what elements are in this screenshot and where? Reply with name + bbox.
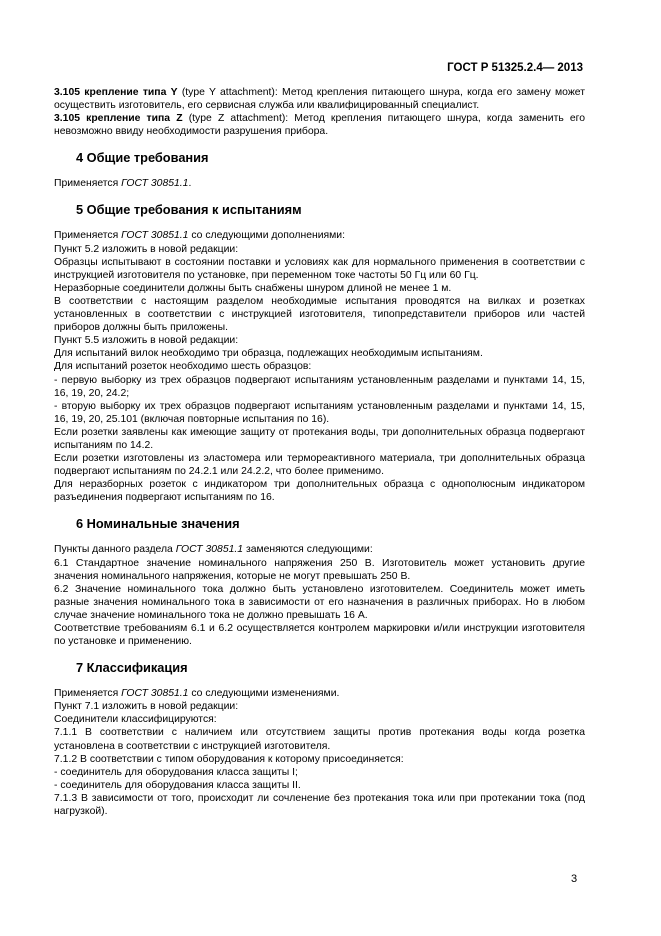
section-7-title: 7 Классификация (76, 660, 188, 676)
section-6-paragraph: 6.2 Значение номинального тока должно быть установлено изготовителем. Соединитель может иметь разные значения номинального тока в зависимости от его назначения в различных приборах. Но в любом случае значение номинального тока не должно превышать 16 А. (54, 583, 585, 621)
section-6-intro: Пункты данного раздела ГОСТ 30851.1 заменяются следующими: (54, 544, 373, 556)
section-5-paragraph: Если розетки заявлены как имеющие защиту от протекания воды, три дополнительных образца подвергают испытаниям по 14.2. (54, 426, 585, 451)
section-5-paragraph: В соответствии с настоящим разделом необходимые испытания проводятся на вилках и розетках установленных в соответствии с инструкцией изготовителя, типопредставители приборов или частей приборов должны быть приложены. (54, 295, 585, 334)
definition-text: (type Y attachment): Метод крепления питающего шнура, когда его замену может осуществить изготовитель, его сервисная служба или квалифицированный специалист. (54, 87, 585, 112)
section-6-paragraph: 6.1 Стандартное значение номинального напряжения 250 В. Изготовитель может установить другие значения номинального напряжения, которые не могут превышать 250 В. (54, 557, 585, 582)
section-5-paragraph: Для испытаний розеток необходимо шесть образцов: (54, 361, 312, 373)
definition-3-105-z (54, 112, 585, 138)
section-7-paragraph: 7.1.2 В соответствии с типом оборудования к которому присоединяется: (54, 753, 404, 765)
section-7-paragraph: Пункт 7.1 изложить в новой редакции: (54, 701, 239, 713)
section-7-paragraph: Соединители классифицируются: (54, 714, 217, 726)
definition-term: 3.105 крепление типа Y (54, 87, 178, 98)
section-5-paragraph: Образцы испытывают в состоянии поставки и условиях как для нормального применения в соответствии с инструкцией изготовителя по установке, при переменном токе частоты 50 Гц или 60 Гц. (54, 256, 585, 281)
definition-term: 3.105 крепление типа Z (54, 113, 183, 125)
page-number: 3 (571, 873, 578, 885)
section-5-paragraph: Пункт 5.5 изложить в новой редакции: (54, 335, 239, 347)
section-5-list-item: - вторую выборку их трех образцов подвергают испытаниям установленным разделами и пунктами 14, 15, 16, 19, 20, 25.101 (включая повторные испытания по 16). (54, 400, 585, 425)
section-5-paragraph: Пункт 5.2 изложить в новой редакции: (54, 243, 239, 255)
section-6-title: 6 Номинальные значения (76, 516, 240, 532)
section-5-paragraph: Для неразборных розеток с индикатором три дополнительных образца с однополюсным индикатором разъединения подвергают испытаниям по 16. (54, 479, 585, 504)
section-7-paragraph: 7.1.3 В зависимости от того, происходит ли сочленение без протекания тока или при протекании тока (под нагрузкой). (54, 792, 585, 818)
page-body (54, 86, 585, 818)
document-header-id: ГОСТ Р 51325.2.4— 2013 (447, 62, 583, 74)
definition-3-105-y (54, 86, 585, 112)
section-7-list-item: - соединитель для оборудования класса защиты II. (54, 779, 301, 791)
section-5-paragraph: Неразборные соединители должны быть снабжены шнуром длиной не менее 1 м. (54, 282, 452, 294)
section-5-paragraph: Для испытаний вилок необходимо три образца, подлежащих необходимым испытаниям. (54, 348, 483, 360)
section-7-paragraph: 7.1.1 В соответствии с наличием или отсутствием защиты против протекания воды когда розетка установлена в соответствии с инструкцией изготовителя. (54, 727, 585, 752)
section-4-title: 4 Общие требования (76, 150, 209, 166)
section-5-intro: Применяется ГОСТ 30851.1 со следующими дополнениями: (54, 230, 345, 242)
section-7-list-item: - соединитель для оборудования класса защиты I; (54, 766, 298, 778)
section-5-title: 5 Общие требования к испытаниям (76, 202, 302, 218)
section-5-paragraph: Если розетки изготовлены из эластомера или термореактивного материала, три дополнительных образца подвергают испытаниям по 24.2.1 или 24.2.2, что более применимо. (54, 453, 585, 478)
section-7-intro: Применяется ГОСТ 30851.1 со следующими изменениями. (54, 688, 340, 700)
section-4-text: Применяется ГОСТ 30851.1. (54, 178, 192, 190)
definition-text: (type Z attachment): Метод крепления питающего шнура, когда заменить его невозможно ввиду необходимости разрушения прибора. (54, 113, 586, 138)
section-5-list-item: - первую выборку из трех образцов подвергают испытаниям установленным разделами и пунктами 14, 15, 16, 19, 20, 24.2; (54, 374, 585, 399)
section-6-paragraph: Соответствие требованиям 6.1 и 6.2 осуществляется контролем маркировки и/или инструкции изготовителя по установке и применению. (54, 623, 585, 648)
